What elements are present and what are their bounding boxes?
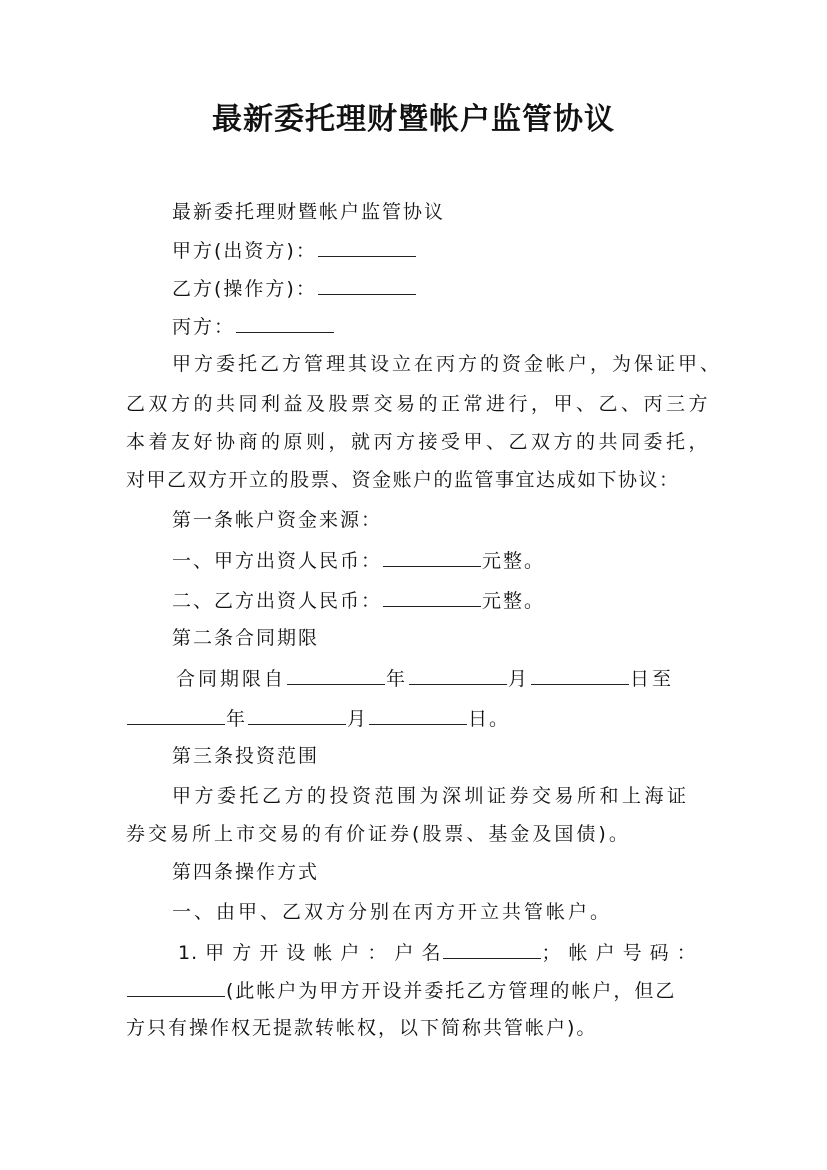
article-1-heading: 第一条帐户资金来源：	[172, 509, 383, 531]
item-1-suffix: 元整。	[482, 550, 546, 572]
operation-item-1: 一、由甲、乙双方分别在丙方开立共管帐户。	[172, 901, 613, 923]
start-year-unit: 年	[386, 668, 409, 690]
account-name-blank	[443, 938, 541, 959]
end-day-blank	[369, 704, 467, 725]
end-month-unit: 月	[347, 708, 369, 730]
party-b-label: 乙方(操作方)：	[172, 278, 317, 300]
end-month-blank	[248, 704, 346, 725]
end-year-blank	[127, 704, 225, 725]
party-a-label: 甲方(出资方)：	[172, 240, 317, 262]
party-c-label: 丙方：	[172, 316, 236, 338]
item-1-amount-blank	[383, 546, 481, 567]
end-year-unit: 年	[226, 708, 248, 730]
document-title: 最新委托理财暨帐户监管协议	[212, 102, 615, 137]
investment-scope-line-2: 券交易所上市交易的有价证券(股票、基金及国债)。	[126, 823, 631, 845]
preamble-line-2: 乙双方的共同利益及股票交易的正常进行，甲、乙、丙三方	[126, 393, 712, 415]
account-line-3: 方只有操作权无提款转帐权，以下简称共管帐户)。	[126, 1017, 598, 1039]
party-b-line	[172, 274, 417, 303]
account-line-2	[126, 976, 676, 1005]
start-year-blank	[287, 664, 385, 685]
start-day-blank	[531, 664, 629, 685]
end-day-unit: 日。	[468, 708, 511, 730]
item-1-label: 一、甲方出资人民币：	[172, 550, 383, 572]
period-start-label: 合同期限自	[176, 668, 287, 690]
account-line-1	[178, 938, 697, 967]
start-month-unit: 月	[508, 668, 531, 690]
article-1-item-2	[172, 586, 545, 615]
investment-scope-line-1: 甲方委托乙方的投资范围为深圳证券交易所和上海证	[172, 785, 690, 807]
party-c-line	[172, 312, 335, 341]
account-number-label: ； 帐 户 号 码 ：	[541, 942, 697, 964]
party-b-blank	[318, 274, 416, 295]
item-2-suffix: 元整。	[482, 590, 546, 612]
party-c-blank	[236, 312, 334, 333]
agreement-name-line: 最新委托理财暨帐户监管协议	[172, 201, 446, 223]
preamble-line-1: 甲方委托乙方管理其设立在丙方的资金帐户，为保证甲、	[172, 353, 723, 375]
article-2-heading: 第二条合同期限	[172, 627, 320, 649]
party-a-line	[172, 236, 417, 265]
account-name-label: 1. 甲 方 开 设 帐 户 ： 户 名	[178, 942, 442, 964]
contract-period-line-2	[126, 704, 510, 733]
account-note-part-1: (此帐户为甲方开设并委托乙方管理的帐户，但乙	[226, 980, 677, 1002]
article-1-item-1	[172, 546, 545, 575]
start-day-unit: 日至	[630, 668, 675, 690]
item-2-label: 二、乙方出资人民币：	[172, 590, 383, 612]
preamble-line-4: 对甲乙双方开立的股票、资金账户的监管事宜达成如下协议：	[126, 469, 680, 491]
item-2-amount-blank	[383, 586, 481, 607]
account-number-blank	[127, 976, 225, 997]
article-3-heading: 第三条投资范围	[172, 745, 320, 767]
contract-period-line-1	[176, 664, 674, 693]
article-4-heading: 第四条操作方式	[172, 861, 320, 883]
preamble-line-3: 本着友好协商的原则，就丙方接受甲、乙双方的共同委托，	[126, 431, 712, 453]
party-a-blank	[318, 236, 416, 257]
start-month-blank	[409, 664, 507, 685]
